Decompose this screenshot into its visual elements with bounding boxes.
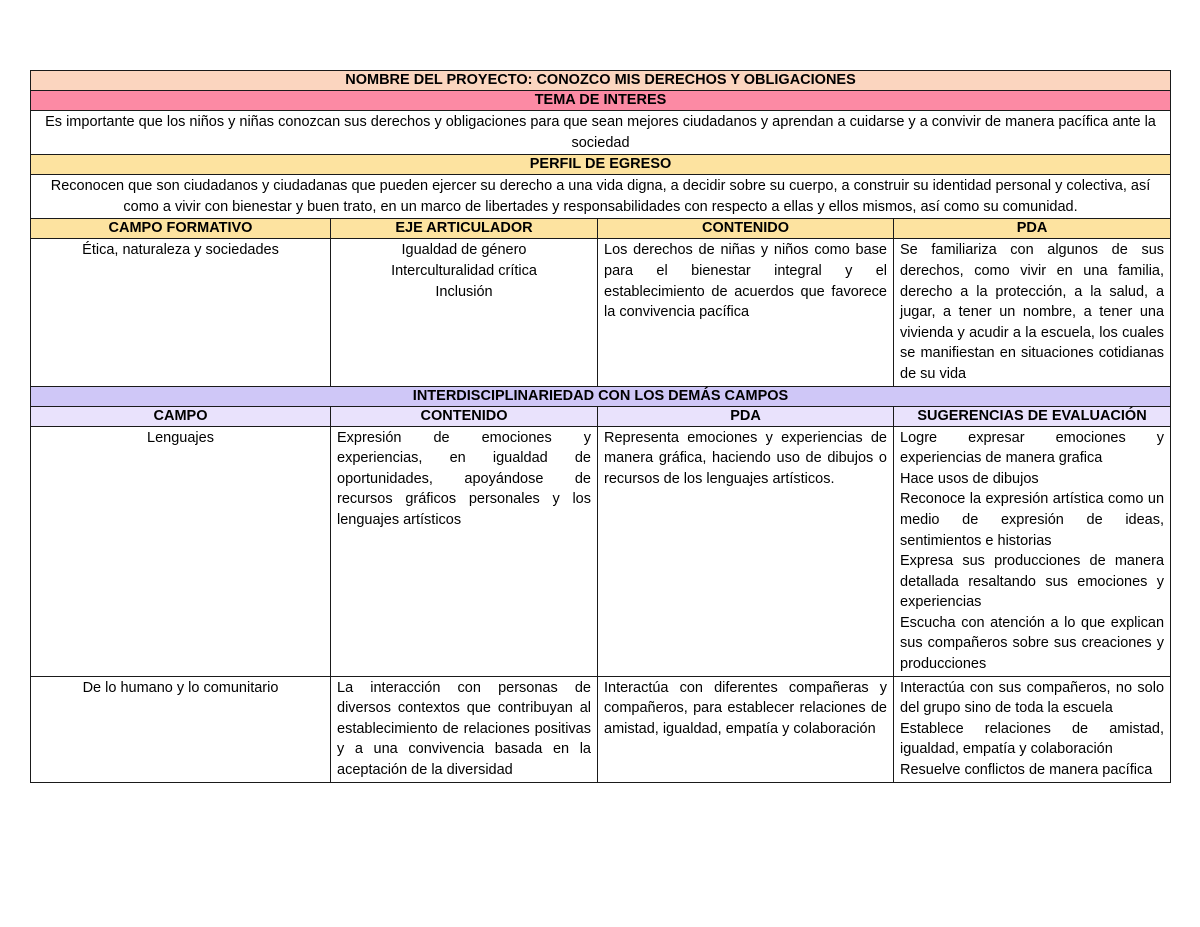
- perfil-header: PERFIL DE EGRESO: [31, 155, 1171, 175]
- inter-sugerencias-cell: [894, 676, 1171, 782]
- inter-header-row: [31, 386, 1171, 406]
- sugerencia-item: Escucha con atención a lo que explican sus compañeros sobre sus creaciones y producciones: [900, 614, 1165, 673]
- inter-pda-cell: Interactúa con diferentes compañeras y compañeros, para establecer relaciones de amistad, igualdad, empatía y colaboración: [598, 676, 894, 782]
- tema-header-row: [31, 91, 1171, 111]
- sugerencia-item: Expresa sus producciones de manera detallada resaltando sus emociones y experiencias: [900, 553, 1165, 611]
- inter-campo-cell: De lo humano y lo comunitario: [31, 676, 331, 782]
- sugerencia-item: Interactúa con sus compañeros, no solo del grupo sino de toda la escuela: [900, 679, 1165, 717]
- eje-item: Interculturalidad crítica: [391, 262, 537, 279]
- inter-contenido-cell: Expresión de emociones y experiencias, en igualdad de oportunidades, apoyándose de recursos gráficos personales y los lenguajes artísticos: [331, 426, 598, 676]
- sugerencia-item: Establece relaciones de amistad, igualdad, empatía y colaboración: [900, 720, 1165, 758]
- sugerencia-item: Resuelve conflictos de manera pacífica: [900, 762, 1153, 779]
- perfil-header-row: [31, 155, 1171, 175]
- col-header-contenido: CONTENIDO: [598, 219, 894, 239]
- inter-sugerencias-cell: [894, 426, 1171, 676]
- inter-col-campo: CAMPO: [31, 406, 331, 426]
- inter-pda-cell: Representa emociones y experiencias de manera gráfica, haciendo uso de dibujos o recursos de los lenguajes artísticos.: [598, 426, 894, 676]
- perfil-text: Reconocen que son ciudadanos y ciudadanas que pueden ejercer su derecho a una vida digna, a decidir sobre su cuerpo, a construir su identidad personal y colectiva, así como a vivir con bienestar y buen trato, en un marco de libertades y responsabilidades con respecto a ellas y ellos mismos, así como su comunidad.: [31, 175, 1171, 219]
- project-title-row: [31, 71, 1171, 91]
- inter-header: INTERDISCIPLINARIEDAD CON LOS DEMÁS CAMPOS: [31, 386, 1171, 406]
- eje-item: Igualdad de género: [401, 242, 527, 259]
- contenido-cell: Los derechos de niñas y niños como base para el bienestar integral y el establecimiento de acuerdos que favorece la convivencia pacífica: [598, 239, 894, 386]
- campo-formativo-cell: Ética, naturaleza y sociedades: [31, 239, 331, 386]
- inter-col-pda: PDA: [598, 406, 894, 426]
- inter-row-lenguajes: [31, 426, 1171, 676]
- col-header-eje-articulador: EJE ARTICULADOR: [331, 219, 598, 239]
- perfil-text-row: [31, 175, 1171, 219]
- pda-cell: Se familiariza con algunos de sus derechos, como vivir en una familia, derecho a la protección, a la salud, a jugar, a tener un nombre, a tener una vivienda y acudir a la escuela, los cuales se manifiestan en situaciones cotidianas de su vida: [894, 239, 1171, 386]
- sugerencia-item: Logre expresar emociones y experiencias de manera grafica: [900, 429, 1165, 467]
- col-header-pda: PDA: [894, 219, 1171, 239]
- inter-contenido-cell: La interacción con personas de diversos contextos que contribuyan al establecimiento de relaciones positivas y a una convivencia basada en la aceptación de la diversidad: [331, 676, 598, 782]
- main-row: [31, 239, 1171, 386]
- main-header-row: [31, 219, 1171, 239]
- eje-item: Inclusión: [435, 283, 493, 300]
- tema-text-row: [31, 111, 1171, 155]
- col-header-campo-formativo: CAMPO FORMATIVO: [31, 219, 331, 239]
- tema-header: TEMA DE INTERES: [31, 91, 1171, 111]
- inter-col-contenido: CONTENIDO: [331, 406, 598, 426]
- inter-campo-cell: Lenguajes: [31, 426, 331, 676]
- inter-row-humano: [31, 676, 1171, 782]
- tema-text: Es importante que los niños y niñas conozcan sus derechos y obligaciones para que sean mejores ciudadanos y aprendan a cuidarse y a convivir de manera pacífica ante la sociedad: [31, 111, 1171, 155]
- sugerencia-item: Reconoce la expresión artística como un medio de expresión de ideas, sentimientos e historias: [900, 491, 1165, 549]
- inter-columns-row: [31, 406, 1171, 426]
- eje-articulador-cell: [331, 239, 598, 386]
- project-table: [30, 70, 1171, 783]
- project-title: NOMBRE DEL PROYECTO: CONOZCO MIS DERECHOS Y OBLIGACIONES: [31, 71, 1171, 91]
- sugerencia-item: Hace usos de dibujos: [900, 470, 1039, 487]
- inter-col-sugerencias: SUGERENCIAS DE EVALUACIÓN: [894, 406, 1171, 426]
